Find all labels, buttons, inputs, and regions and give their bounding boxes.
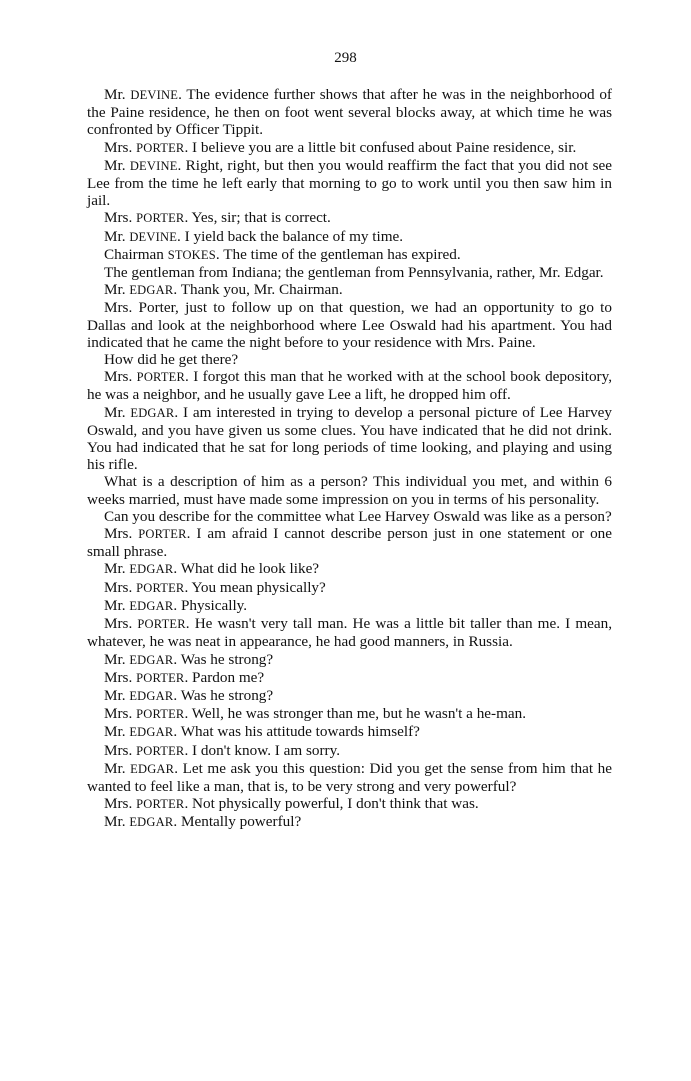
speaker-name: DEVINE bbox=[129, 158, 178, 173]
speaker-name: EDGAR bbox=[129, 562, 174, 577]
paragraph-text: Physically. bbox=[180, 596, 248, 614]
page-number: 298 bbox=[334, 50, 357, 66]
speaker-name: PORTER bbox=[136, 670, 185, 685]
transcript-paragraph: Mr. EDGAR. Was he strong? bbox=[104, 686, 274, 704]
transcript-paragraph: Mr. EDGAR. What did he look like? bbox=[104, 560, 320, 578]
speaker-honorific: Mrs. bbox=[104, 138, 133, 156]
transcript-paragraph: Mrs. PORTER. He wasn't very tall man. He was a little bit taller than me. I mean, whatever, he was neat in appearance, he had good manners, in Russia. bbox=[87, 615, 613, 651]
speaker-honorific: Mr. bbox=[104, 596, 126, 614]
paragraph-text: Mentally powerful? bbox=[180, 813, 302, 831]
transcript-paragraph: Mr. EDGAR. Thank you, Mr. Chairman. bbox=[104, 281, 343, 299]
transcript-paragraph: Mrs. PORTER. I believe you are a little bit confused about Paine residence, sir. bbox=[104, 138, 577, 156]
speaker-name: PORTER bbox=[138, 527, 187, 542]
speaker-name: PORTER bbox=[136, 707, 185, 722]
paragraph-text: What was his attitude towards himself? bbox=[180, 723, 420, 741]
transcript-paragraph: Chairman STOKES. The time of the gentleman has expired. bbox=[104, 245, 461, 263]
speaker-name: PORTER bbox=[136, 211, 185, 226]
speaker-name: EDGAR bbox=[129, 652, 174, 667]
paragraph-text: I believe you are a little bit confused about Paine residence, sir. bbox=[192, 138, 577, 156]
transcript-paragraph bbox=[87, 351, 612, 368]
speaker-name: PORTER bbox=[136, 743, 185, 758]
transcript-body bbox=[87, 86, 612, 832]
speaker-name: PORTER bbox=[136, 140, 185, 155]
paragraph-text: Right, right, but then you would reaffirm the fact that you did not see Lee from the time he left early that morning to go to work until you then saw him in jail. bbox=[87, 156, 613, 210]
transcript-paragraph: Mrs. PORTER. I don't know. I am sorry. bbox=[104, 741, 341, 759]
transcript-paragraph bbox=[87, 508, 612, 525]
transcript-paragraph: Mrs. PORTER. You mean physically? bbox=[104, 578, 326, 596]
paragraph-text: I am interested in trying to develop a personal picture of Lee Harvey Oswald, and you have given us some clues. You have indicated that he did not drink. You had indicated that he sat for long periods of time looking, and playing and using his rifle. bbox=[87, 403, 613, 474]
speaker-honorific: Mr. bbox=[104, 650, 126, 668]
transcript-paragraph: Mrs. PORTER. Well, he was stronger than me, but he wasn't a he-man. bbox=[104, 705, 527, 723]
paragraph-text: Was he strong? bbox=[180, 686, 274, 704]
paragraph-text: I yield back the balance of my time. bbox=[184, 227, 404, 245]
speaker-honorific: Mrs. bbox=[104, 668, 133, 686]
transcript-paragraph: Mrs. PORTER. Not physically powerful, I don't think that was. bbox=[104, 795, 479, 813]
paragraph-text: I don't know. I am sorry. bbox=[192, 741, 341, 759]
speaker-name: EDGAR bbox=[129, 725, 174, 740]
paragraph-text: He wasn't very tall man. He was a little bit taller than me. I mean, whatever, he was neat in appearance, he had good manners, in Russia. bbox=[87, 615, 613, 651]
speaker-name: EDGAR bbox=[129, 598, 174, 613]
paragraph-text: Mrs. Porter, just to follow up on that question, we had an opportunity to go to Dallas and look at the neighborhood where Lee Oswald had his apartment. You had indicated that he came the night before to your residence with Mrs. Paine. bbox=[87, 299, 612, 351]
transcript-paragraph: Mr. EDGAR. Mentally powerful? bbox=[104, 813, 302, 831]
speaker-name: EDGAR bbox=[129, 815, 174, 830]
paragraph-text: The time of the gentleman has expired. bbox=[223, 245, 461, 263]
speaker-honorific: Mr. bbox=[104, 403, 126, 421]
transcript-paragraph: Mrs. PORTER. I am afraid I cannot describe person just in one statement or one small phrase. bbox=[87, 525, 613, 561]
paragraph-text: What is a description of him as a person? This individual you met, and within 6 weeks married, must have made some impression on you in terms of his personality. bbox=[87, 473, 612, 508]
paragraph-text: Yes, sir; that is correct. bbox=[191, 209, 331, 227]
paragraph-text: Let me ask you this question: Did you get the sense from him that he wanted to feel like a man, that is, to be very strong and very powerful? bbox=[87, 759, 613, 795]
speaker-name: PORTER bbox=[137, 617, 186, 632]
transcript-paragraph bbox=[87, 264, 612, 281]
speaker-name: STOKES bbox=[167, 247, 216, 262]
paragraph-text: Was he strong? bbox=[180, 650, 274, 668]
transcript-paragraph: Mr. DEVINE. I yield back the balance of my time. bbox=[104, 227, 404, 245]
paragraph-text: I am afraid I cannot describe person just in one statement or one small phrase. bbox=[87, 525, 613, 561]
transcript-paragraph: Mrs. PORTER. Yes, sir; that is correct. bbox=[104, 209, 331, 227]
speaker-honorific: Mr. bbox=[104, 86, 126, 103]
paragraph-text: The evidence further shows that after he was in the neighborhood of the Paine residence, he then on foot went several blocks away, at which time he was confronted by Officer Tippit. bbox=[87, 86, 612, 139]
transcript-paragraph: Mrs. PORTER. Pardon me? bbox=[104, 668, 265, 686]
speaker-honorific: Mrs. bbox=[104, 615, 133, 633]
speaker-honorific: Mr. bbox=[104, 227, 126, 245]
speaker-name: PORTER bbox=[136, 370, 186, 385]
speaker-honorific: Chairman bbox=[104, 245, 164, 263]
paragraph-text: Not physically powerful, I don't think that was. bbox=[192, 795, 479, 813]
speaker-name: EDGAR bbox=[129, 688, 174, 703]
speaker-honorific: Mr. bbox=[104, 759, 126, 777]
paragraph-text: Can you describe for the committee what Lee Harvey Oswald was like as a person? bbox=[104, 507, 612, 525]
speaker-honorific: Mrs. bbox=[104, 795, 133, 813]
speaker-honorific: Mrs. bbox=[104, 705, 133, 723]
speaker-honorific: Mrs. bbox=[104, 525, 133, 543]
speaker-honorific: Mrs. bbox=[104, 209, 133, 227]
speaker-name: EDGAR bbox=[130, 405, 175, 420]
paragraph-text: Well, he was stronger than me, but he wasn't a he-man. bbox=[191, 705, 527, 723]
speaker-honorific: Mr. bbox=[104, 686, 126, 704]
transcript-paragraph: Mr. DEVINE. Right, right, but then you would reaffirm the fact that you did not see Lee from the time he left early that morning to go to work until you then saw him in jail. bbox=[87, 156, 613, 210]
speaker-name: PORTER bbox=[136, 580, 185, 595]
transcript-paragraph: Mr. EDGAR. What was his attitude towards himself? bbox=[104, 723, 420, 741]
transcript-paragraph: Mr. EDGAR. I am interested in trying to develop a personal picture of Lee Harvey Oswald, and you have given us some clues. You have indicated that he did not drink. You had indicated that he sat for long periods of time looking, and playing and using his rifle. bbox=[87, 403, 613, 474]
transcript-paragraph: Mrs. PORTER. I forgot this man that he worked with at the school book depository, he was a neighbor, and he usually gave Lee a lift, he dropped him off. bbox=[87, 368, 612, 404]
paragraph-text: Pardon me? bbox=[192, 668, 265, 686]
paragraph-text: How did he get there? bbox=[104, 351, 239, 369]
speaker-name: EDGAR bbox=[130, 761, 175, 776]
speaker-honorific: Mrs. bbox=[104, 578, 133, 596]
paragraph-text: Thank you, Mr. Chairman. bbox=[180, 281, 343, 299]
speaker-honorific: Mr. bbox=[104, 560, 126, 578]
speaker-honorific: Mr. bbox=[104, 723, 126, 741]
transcript-paragraph: Mr. EDGAR. Was he strong? bbox=[104, 650, 274, 668]
transcript-paragraph: Mr. EDGAR. Physically. bbox=[104, 596, 248, 614]
speaker-honorific: Mrs. bbox=[104, 368, 133, 386]
speaker-honorific: Mrs. bbox=[104, 741, 133, 759]
transcript-paragraph bbox=[87, 473, 612, 507]
speaker-name: PORTER bbox=[136, 797, 185, 812]
speaker-name: EDGAR bbox=[129, 283, 174, 298]
speaker-honorific: Mr. bbox=[104, 281, 126, 299]
paragraph-text: I forgot this man that he worked with at the school book depository, he was a neighbor, and he usually gave Lee a lift, he dropped him off. bbox=[87, 368, 612, 404]
paragraph-text: You mean physically? bbox=[191, 578, 326, 596]
paragraph-text: What did he look like? bbox=[180, 560, 320, 578]
paragraph-text: The gentleman from Indiana; the gentleman from Pennsylvania, rather, Mr. Edgar. bbox=[104, 264, 604, 282]
speaker-name: DEVINE bbox=[130, 88, 179, 102]
transcript-paragraph: Mr. EDGAR. Let me ask you this question: Did you get the sense from him that he wanted to feel like a man, that is, to be very strong and very powerful? bbox=[87, 759, 613, 795]
transcript-paragraph: Mr. DEVINE. The evidence further shows that after he was in the neighborhood of the Paine residence, he then on foot went several blocks away, at which time he was confronted by Officer Tippit. bbox=[87, 86, 612, 139]
speaker-name: DEVINE bbox=[129, 229, 178, 244]
speaker-honorific: Mr. bbox=[104, 156, 126, 174]
speaker-honorific: Mr. bbox=[104, 813, 126, 831]
transcript-paragraph bbox=[87, 299, 612, 351]
